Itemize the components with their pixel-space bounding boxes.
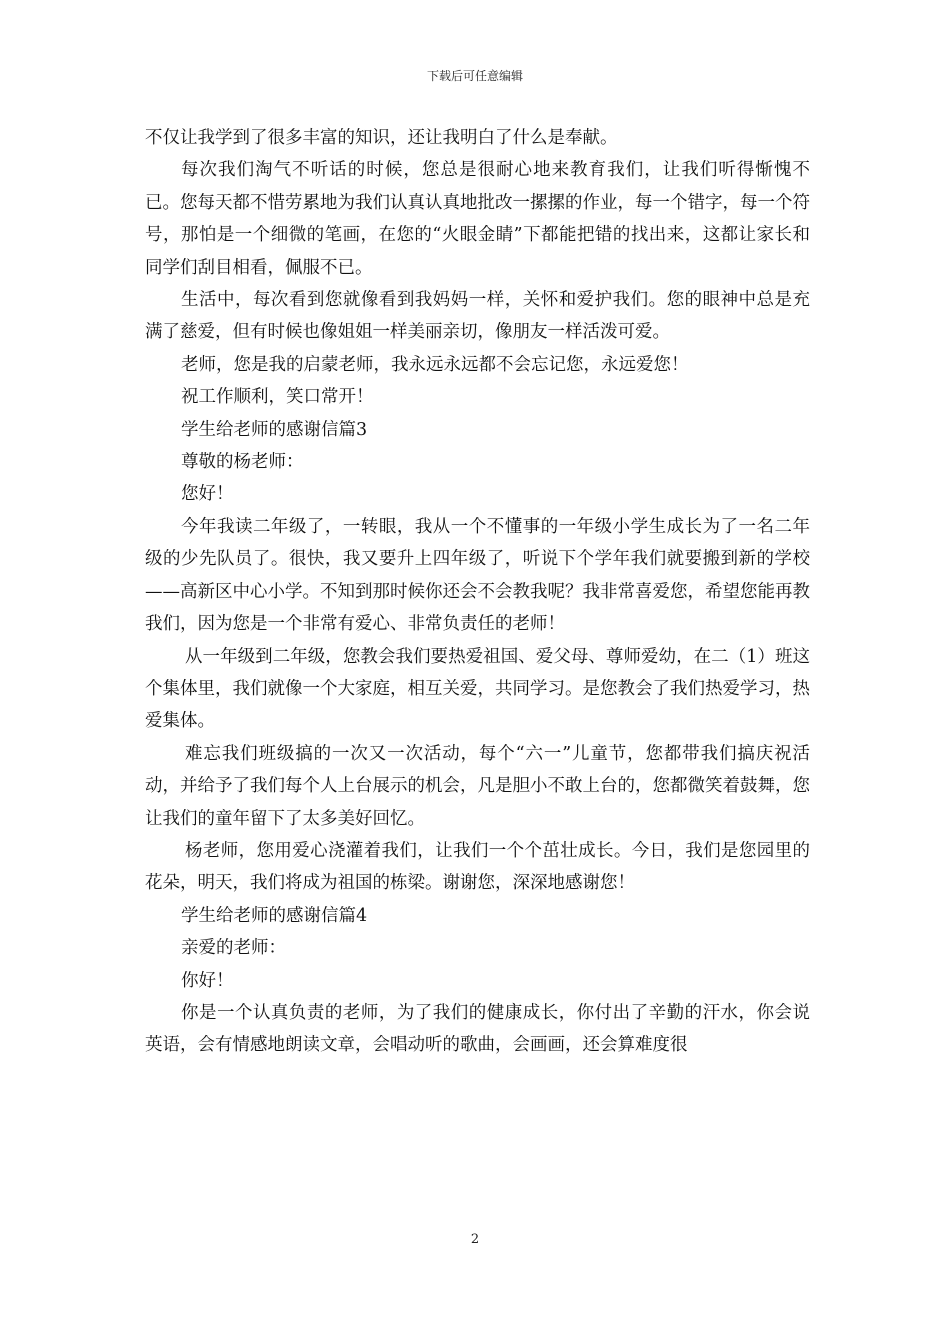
paragraph: 每次我们淘气不听话的时候，您总是很耐心地来教育我们，让我们听得惭愧不已。您每天都不惜劳累地为我们认真认真地批改一摞摞的作业，每一个错字，每一个符号，那怕是一个细微的笔画，在您的“火眼金睛”下都能把错的找出来，这都让家长和同学们刮目相看，佩服不已。 [145,160,810,278]
paragraph: 今年我读二年级了，一转眼，我从一个不懂事的一年级小学生成长为了一名二年级的少先队员了。很快，我又要升上四年级了，听说下个学年我们就要搬到新的学校——高新区中心小学。不知到那时候你还会不会教我呢？我非常喜爱您，希望您能再教我们，因为您是一个非常有爱心、非常负责任的老师！ [145,516,810,635]
page-header: 下载后可任意编辑 [426,69,523,83]
paragraph: 难忘我们班级搞的一次又一次活动，每个“六一”儿童节，您都带我们搞庆祝活动，并给予了我们每个人上台展示的机会，凡是胆小不敢上台的，您都微笑着鼓舞，您让我们的童年留下了太多美好回忆。 [145,743,810,829]
paragraph: 生活中，每次看到您就像看到我妈妈一样，关怀和爱护我们。您的眼神中总是充满了慈爱，但有时候也像姐姐一样美丽亲切，像朋友一样活泼可爱。 [145,290,810,343]
paragraph: 祝工作顺利，笑口常开！ [181,387,374,408]
paragraph: 您好！ [181,484,234,505]
paragraph: 亲爱的老师： [181,938,286,959]
paragraph: 杨老师，您用爱心浇灌着我们，让我们一个个茁壮成长。今日，我们是您园里的花朵，明天，我们将成为祖国的栋梁。谢谢您，深深地感谢您！ [145,840,810,894]
paragraph: 尊敬的杨老师： [181,452,304,473]
page-number: 2 [470,1232,480,1247]
paragraph: 你是一个认真负责的老师，为了我们的健康成长，你付出了辛勤的汗水，你会说英语，会有情感地朗读文章，会唱动听的歌曲，会画画，还会算难度很 [145,1002,810,1056]
paragraph: 从一年级到二年级，您教会我们要热爱祖国、爱父母、尊师爱幼，在二（1）班这个集体里，我们就像一个大家庭，相互关爱，共同学习。是您教会了我们热爱学习，热爱集体。 [145,646,810,732]
paragraph: 学生给老师的感谢信篇3 [181,419,368,440]
paragraph: 你好！ [181,970,234,991]
paragraph: 学生给老师的感谢信篇4 [181,905,368,926]
paragraph: 老师，您是我的启蒙老师，我永远永远都不会忘记您，永远爱您！ [181,354,689,375]
document-body [145,122,810,1062]
paragraph: 不仅让我学到了很多丰富的知识，还让我明白了什么是奉献。 [145,128,618,148]
